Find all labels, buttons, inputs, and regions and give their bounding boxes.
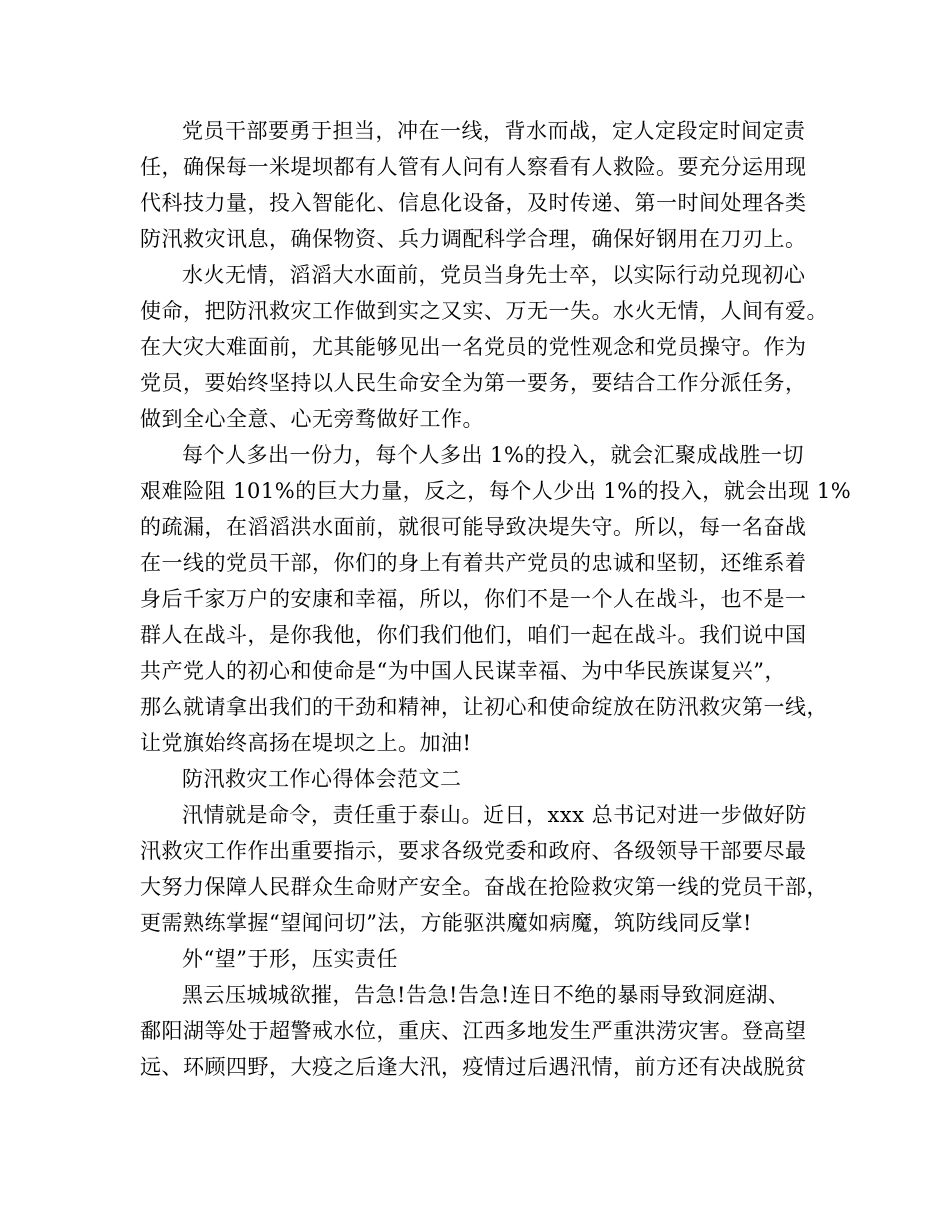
paragraph-line: 让党旗始终高扬在堤坝之上。加油! [140,731,472,755]
paragraph-line: 那么就请拿出我们的干劲和精神，让初心和使命绽放在防汛救灾第一线， [140,695,828,719]
paragraph-line: 的疏漏，在滔滔洪水面前，就很可能导致决堤失守。所以，每一名奋战 [140,515,807,539]
paragraph-line: 汛情就是命令，责任重于泰山。近日，xxx 总书记对进一步做好防 [182,803,807,827]
paragraph-line: 群人在战斗，是你我他，你们我们他们，咱们一起在战斗。我们说中国 [140,623,807,647]
paragraph-line: 使命，把防汛救灾工作做到实之又实、万无一失。水火无情，人间有爱。 [140,299,828,323]
paragraph-line: 在一线的党员干部，你们的身上有着共产党员的忠诚和坚韧，还维系着 [140,551,807,575]
paragraph-line: 党员，要始终坚持以人民生命安全为第一要务，要结合工作分派任务， [140,371,807,395]
paragraph-line: 共产党人的初心和使命是“为中国人民谋幸福、为中华民族谋复兴”， [140,659,786,683]
paragraph-line: 在大灾大难面前，尤其能够见出一名党员的党性观念和党员操守。作为 [140,335,807,359]
paragraph-line: 代科技力量，投入智能化、信息化设备，及时传递、第一时间处理各类 [140,191,807,215]
paragraph-line: 汛救灾工作作出重要指示，要求各级党委和政府、各级领导干部要尽最 [140,839,807,863]
paragraph-line: 更需熟练掌握“望闻问切”法，方能驱洪魔如病魔，筑防线同反掌! [140,911,752,935]
subsection-heading: 外“望”于形，压实责任 [182,947,398,971]
paragraph-line: 艰难险阻 101%的巨大力量，反之，每个人少出 1%的投入，就会出现 1% [140,479,852,503]
paragraph-line: 远、环顾四野，大疫之后逢大汛，疫情过后遇汛情，前方还有决战脱贫 [140,1055,807,1079]
paragraph-line: 鄱阳湖等处于超警戒水位，重庆、江西多地发生严重洪涝灾害。登高望 [140,1019,807,1043]
section-heading: 防汛救灾工作心得体会范文二 [182,767,462,791]
paragraph-line: 身后千家万户的安康和幸福，所以，你们不是一个人在战斗，也不是一 [140,587,807,611]
paragraph-line: 大努力保障人民群众生命财产安全。奋战在抢险救灾第一线的党员干部， [140,875,828,899]
paragraph-line: 每个人多出一份力，每个人多出 1%的投入，就会汇聚成战胜一切 [182,443,804,467]
paragraph-line: 做到全心全意、心无旁骛做好工作。 [140,407,484,431]
paragraph-line: 黑云压城城欲摧，告急!告急!告急!连日不绝的暴雨导致洞庭湖、 [182,983,790,1007]
paragraph-line: 水火无情，滔滔大水面前，党员当身先士卒，以实际行动兑现初心 [182,263,806,287]
paragraph-line: 防汛救灾讯息，确保物资、兵力调配科学合理，确保好钢用在刀刃上。 [140,227,807,251]
paragraph-line: 党员干部要勇于担当，冲在一线，背水而战，定人定段定时间定责 [182,119,806,143]
paragraph-line: 任，确保每一米堤坝都有人管有人问有人察看有人救险。要充分运用现 [140,155,807,179]
